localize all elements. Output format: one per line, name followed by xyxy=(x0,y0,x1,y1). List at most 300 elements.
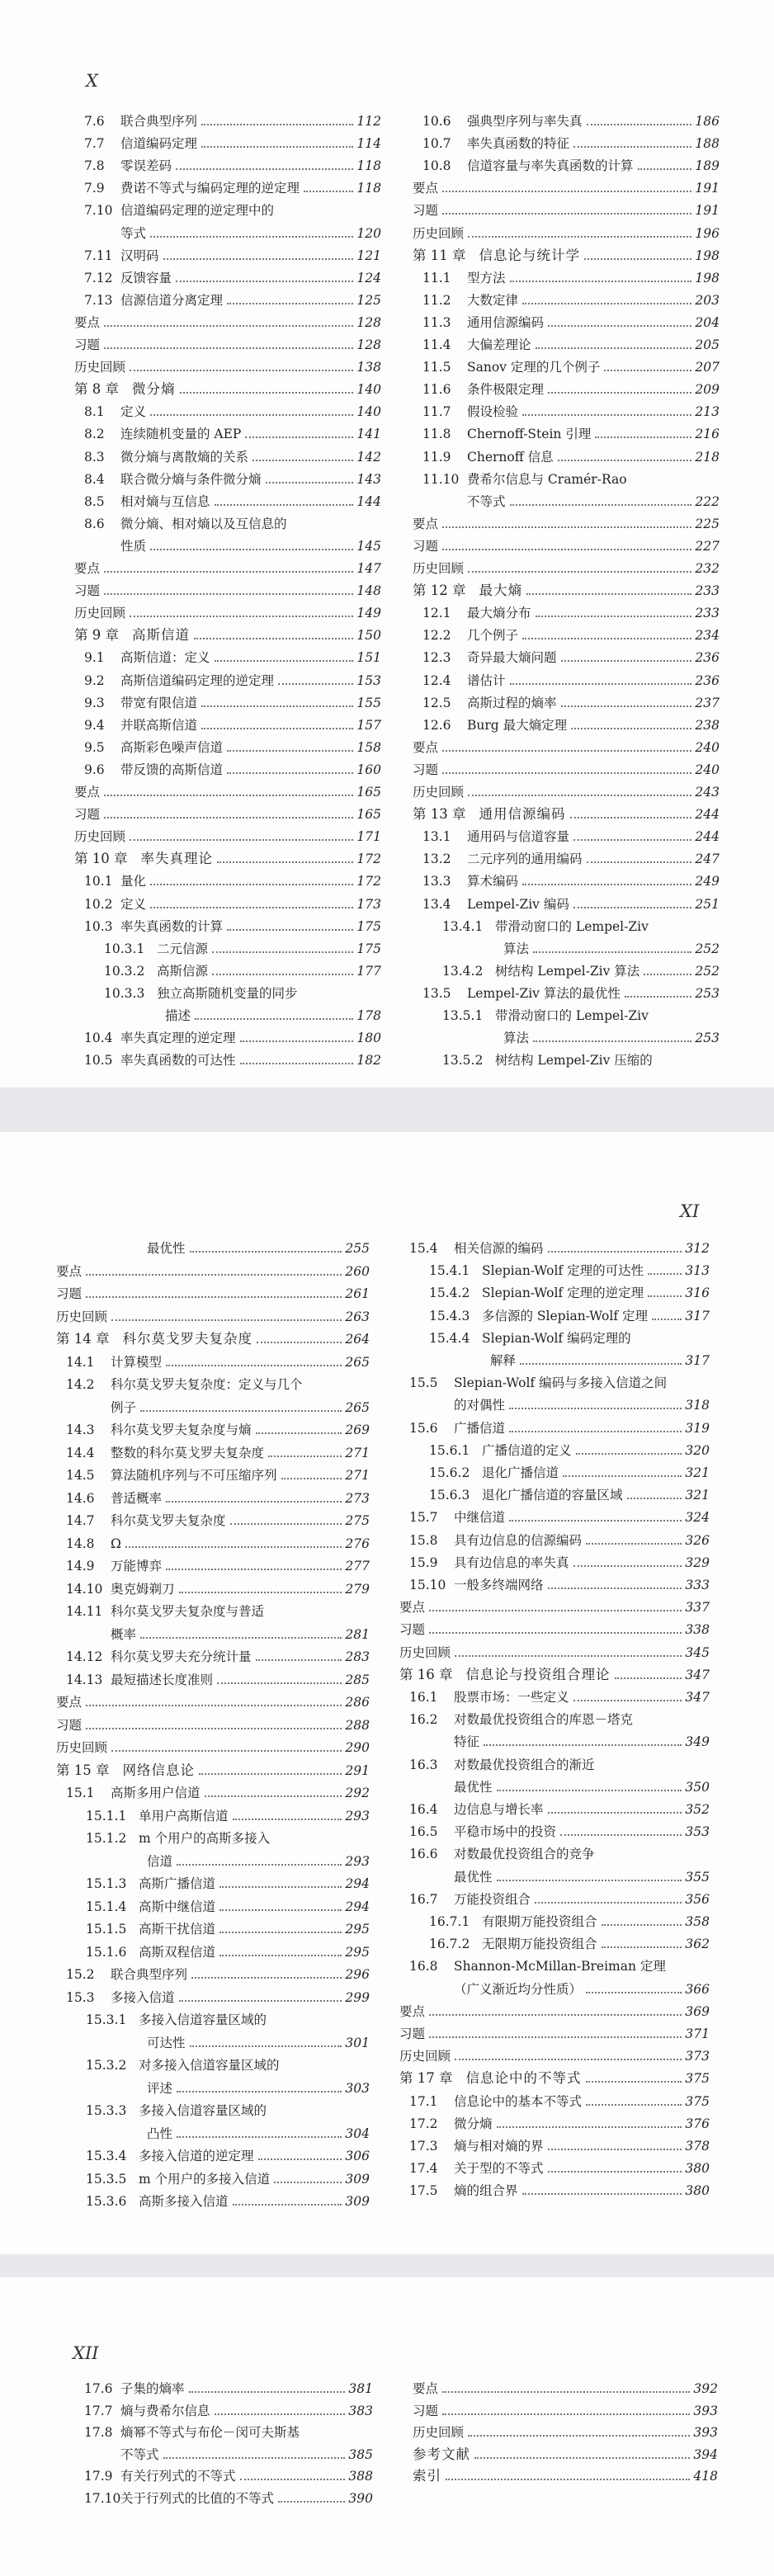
toc-entry-number: 8.1 xyxy=(84,404,105,420)
toc-entry xyxy=(399,1840,710,1861)
toc-entry xyxy=(74,554,381,576)
dot-leader xyxy=(177,2091,342,2092)
toc-entry-title: 要点 xyxy=(399,1600,426,1616)
toc-entry-number: 15.3.5 xyxy=(86,2171,127,2187)
toc-entry-page: 355 xyxy=(685,1869,710,1885)
dot-leader xyxy=(442,750,691,752)
toc-entry xyxy=(56,2097,370,2118)
toc-entry-number: 11.9 xyxy=(422,449,451,465)
toc-entry-number: 14.10 xyxy=(66,1581,103,1597)
toc-entry-title: 信道编码定理的逆定理中的 xyxy=(120,203,275,219)
toc-chapter-entry xyxy=(74,621,381,643)
toc-entry-page: 175 xyxy=(356,941,381,956)
toc-entry xyxy=(74,734,381,755)
toc-entry-title: 多信源的 Slepian-Wolf 定理 xyxy=(482,1308,649,1323)
toc-entry-number: 17.6 xyxy=(84,2381,113,2396)
toc-entry-title: 信源信道分离定理 xyxy=(120,292,224,308)
toc-entry-title: 历史回顾 xyxy=(74,606,126,621)
dot-leader xyxy=(233,1819,342,1820)
toc-entry-page: 286 xyxy=(345,1695,370,1710)
toc-entry-title: 等式 xyxy=(120,225,147,241)
dot-leader xyxy=(104,325,353,327)
toc-entry xyxy=(399,1751,710,1772)
toc-entry xyxy=(399,1952,710,1974)
toc-entry-page: 249 xyxy=(695,874,720,889)
dot-leader xyxy=(205,1795,342,1797)
toc-entry-number: 11.6 xyxy=(422,382,451,398)
toc-entry-number: 12.2 xyxy=(422,628,451,644)
dot-leader xyxy=(526,593,691,595)
toc-entry-title: 习题 xyxy=(399,1622,426,1638)
dot-leader xyxy=(199,1773,342,1775)
toc-entry-title: 相对熵与互信息 xyxy=(120,493,210,509)
toc-entry-page: 177 xyxy=(356,963,381,979)
toc-entry-page: 244 xyxy=(695,829,720,845)
toc-entry-page: 165 xyxy=(356,807,381,823)
toc-entry xyxy=(413,644,720,665)
toc-entry-page: 347 xyxy=(685,1690,710,1705)
dot-leader xyxy=(587,861,691,863)
dot-leader xyxy=(130,839,353,841)
toc-entry xyxy=(56,1416,370,1437)
dot-leader xyxy=(219,1932,342,1933)
toc-entry-title: 要点 xyxy=(413,2381,439,2396)
dot-leader xyxy=(602,1924,682,1926)
toc-entry xyxy=(399,1526,710,1548)
dot-leader xyxy=(266,482,353,484)
toc-entry-number: 17.4 xyxy=(409,2161,438,2177)
toc-entry-page: 326 xyxy=(685,1532,710,1548)
toc-entry xyxy=(413,979,720,1001)
toc-entry xyxy=(56,1734,370,1755)
toc-chapter-entry xyxy=(413,242,720,263)
dot-leader xyxy=(86,1728,342,1729)
toc-entry-title: 通用码与信道容量 xyxy=(467,829,570,845)
toc-entry-title: 习题 xyxy=(56,1286,83,1301)
toc-entry-number: 16.7.2 xyxy=(429,1937,470,1952)
toc-entry-number: 第 14 章 xyxy=(56,1331,110,1347)
dot-leader xyxy=(176,281,353,282)
dot-leader xyxy=(533,1040,691,1042)
toc-entry-page: 276 xyxy=(345,1536,370,1551)
toc-entry xyxy=(74,2397,373,2418)
dot-leader xyxy=(227,750,353,752)
dot-leader xyxy=(212,974,353,975)
toc-entry-title: 要点 xyxy=(74,561,101,576)
toc-entry-number: 14.7 xyxy=(66,1513,95,1528)
dot-leader xyxy=(560,1834,682,1836)
toc-entry-page: 125 xyxy=(356,292,381,308)
toc-entry xyxy=(74,913,381,934)
toc-entry-page: 140 xyxy=(356,382,381,398)
toc-entry xyxy=(413,152,720,173)
toc-entry-number: 16.8 xyxy=(409,1959,438,1974)
toc-entry xyxy=(413,957,720,979)
dot-leader xyxy=(86,1296,342,1298)
dot-leader xyxy=(111,1319,342,1321)
toc-entry xyxy=(74,957,381,979)
dot-leader xyxy=(429,2014,682,2016)
toc-entry-title: 高斯信道 xyxy=(132,627,190,644)
toc-entry xyxy=(56,1938,370,1960)
toc-entry xyxy=(399,1908,710,1929)
toc-entry xyxy=(413,443,720,465)
toc-entry-title: 强典型序列与率失真 xyxy=(467,114,583,129)
toc-entry xyxy=(413,196,720,218)
dot-leader xyxy=(240,1040,353,1042)
toc-entry-page: 237 xyxy=(695,695,720,710)
toc-entry-number: 16.6 xyxy=(409,1847,438,1862)
toc-entry-page: 275 xyxy=(345,1513,370,1528)
dot-leader xyxy=(166,1569,342,1570)
toc-entry xyxy=(74,353,381,375)
dot-leader xyxy=(446,2479,690,2480)
toc-entry xyxy=(413,778,720,800)
toc-entry xyxy=(413,286,720,308)
dot-leader xyxy=(104,571,353,573)
toc-entry-number: 15.2 xyxy=(66,1967,95,1982)
dot-leader xyxy=(227,772,353,774)
toc-entry xyxy=(413,935,720,956)
toc-entry-title: 率失真函数的特征 xyxy=(467,136,570,152)
toc-entry-page: 252 xyxy=(695,941,720,956)
toc-entry-number: 15.6.1 xyxy=(429,1442,470,1458)
toc-entry xyxy=(74,152,381,173)
toc-entry-title: 历史回顾 xyxy=(74,829,126,845)
toc-entry xyxy=(56,1394,370,1415)
toc-entry-title: Ω xyxy=(111,1536,121,1551)
toc-entry-title: 奥克姆剃刀 xyxy=(111,1581,175,1597)
toc-entry-title: 要点 xyxy=(399,2003,426,2019)
toc-entry-number: 14.6 xyxy=(66,1490,95,1506)
toc-entry xyxy=(74,465,381,487)
toc-entry-page: 253 xyxy=(695,1031,720,1046)
toc-entry-page: 128 xyxy=(356,314,381,330)
toc-entry-page: 205 xyxy=(695,337,720,352)
toc-entry xyxy=(413,734,720,755)
toc-entry-title: 特征 xyxy=(454,1734,480,1750)
toc-entry-page: 418 xyxy=(693,2469,718,2484)
page-number: XII xyxy=(73,2343,99,2363)
toc-entry-page: 118 xyxy=(356,181,381,196)
toc-entry-number: 第 13 章 xyxy=(413,806,466,823)
toc-entry-title: 算术编码 xyxy=(467,874,519,889)
page-number: XI xyxy=(680,1201,700,1221)
toc-entry xyxy=(413,2375,718,2396)
toc-entry-title: 最优性 xyxy=(454,1869,493,1885)
toc-entry xyxy=(56,1257,370,1279)
toc-entry-title: 退化广播信道 xyxy=(482,1465,559,1480)
toc-entry-page: 147 xyxy=(356,561,381,576)
dot-leader xyxy=(252,460,353,461)
toc-entry-title: 定义 xyxy=(120,404,147,420)
dot-leader xyxy=(257,1342,342,1343)
toc-entry xyxy=(56,2120,370,2141)
toc-entry-number: 第 10 章 xyxy=(74,851,128,867)
toc-entry-page: 251 xyxy=(695,896,720,912)
toc-entry-number: 12.3 xyxy=(422,650,451,666)
dot-leader xyxy=(573,1700,682,1701)
toc-entry-number: 8.6 xyxy=(84,516,105,531)
toc-entry-page: 158 xyxy=(356,739,381,755)
toc-entry-title: 历史回顾 xyxy=(413,2425,465,2441)
toc-entry-title: 算法 xyxy=(503,941,530,956)
dot-leader xyxy=(548,392,691,394)
toc-entry-title: 关于行列式的比值的不等式 xyxy=(120,2491,275,2506)
toc-entry-page: 261 xyxy=(345,1286,370,1301)
toc-entry-number: 14.1 xyxy=(66,1354,95,1370)
toc-entry xyxy=(56,1643,370,1664)
toc-entry-page: 388 xyxy=(348,2469,373,2484)
toc-entry-title: 算法 xyxy=(503,1031,530,1046)
dot-leader xyxy=(201,124,353,125)
dot-leader xyxy=(104,347,353,349)
toc-entry-page: 378 xyxy=(685,2139,710,2154)
toc-entry-title: 高斯彩色噪声信道 xyxy=(120,739,224,755)
toc-entry-title: 高斯多用户信道 xyxy=(111,1786,201,1800)
toc-entry xyxy=(56,2142,370,2163)
dot-leader xyxy=(484,1744,682,1746)
toc-entry-page: 216 xyxy=(695,427,720,442)
toc-entry-number: 16.7 xyxy=(409,1891,438,1907)
toc-entry xyxy=(399,1302,710,1323)
toc-entry-title: Chernoff 信息 xyxy=(467,449,554,465)
toc-entry-number: 16.3 xyxy=(409,1757,438,1772)
toc-entry-number: 14.11 xyxy=(66,1604,103,1619)
toc-entry xyxy=(399,1414,710,1436)
toc-page-xi xyxy=(0,1132,774,2254)
dot-leader xyxy=(429,2036,682,2038)
toc-entry-title: 连续随机变量的 AEP xyxy=(120,427,242,442)
toc-entry-page: 218 xyxy=(695,449,720,465)
toc-entry-title: 平稳市场中的投资 xyxy=(454,1824,557,1840)
toc-entry-title: 无限期万能投资组合 xyxy=(482,1937,597,1952)
toc-entry-title: 信息论与投资组合理论 xyxy=(465,1666,611,1682)
toc-entry-title: 网络信息论 xyxy=(122,1762,195,1778)
toc-entry-title: 通用信源编码 xyxy=(479,806,566,823)
dot-leader xyxy=(442,772,691,774)
toc-entry xyxy=(56,1371,370,1392)
toc-entry-page: 114 xyxy=(356,136,381,152)
toc-entry-number: 15.4.3 xyxy=(429,1308,470,1323)
toc-entry-page: 318 xyxy=(685,1398,710,1413)
toc-entry-page: 271 xyxy=(345,1468,370,1483)
toc-entry-title: 习题 xyxy=(413,203,439,219)
toc-entry xyxy=(399,1437,710,1458)
page-number: X xyxy=(86,71,98,91)
toc-entry xyxy=(399,1795,710,1817)
toc-entry xyxy=(74,2462,373,2484)
toc-entry-title: （广义渐近均分性质） xyxy=(454,1981,583,1997)
toc-entry-page: 165 xyxy=(356,785,381,800)
toc-entry-page: 265 xyxy=(345,1354,370,1370)
toc-entry-title: 万能投资组合 xyxy=(454,1891,531,1907)
toc-entry-page: 320 xyxy=(685,1442,710,1458)
toc-entry-title: 高斯信道：定义 xyxy=(120,650,210,666)
dot-leader xyxy=(548,2171,682,2173)
toc-entry xyxy=(399,2154,710,2176)
toc-entry xyxy=(74,1024,381,1045)
toc-entry-title: 对数最优投资组合的竞争 xyxy=(454,1847,595,1862)
toc-entry-page: 244 xyxy=(695,807,720,823)
toc-entry-page: 196 xyxy=(695,225,720,241)
dot-leader xyxy=(442,191,691,192)
toc-entry-page: 140 xyxy=(356,404,381,420)
toc-entry-title: 微分熵 xyxy=(132,381,176,398)
toc-entry xyxy=(399,1571,710,1592)
toc-entry-number: 14.9 xyxy=(66,1559,95,1573)
toc-entry-page: 227 xyxy=(695,538,720,554)
toc-entry-title: 大数定律 xyxy=(467,292,519,308)
toc-entry xyxy=(56,1303,370,1324)
toc-entry-page: 171 xyxy=(356,829,381,845)
toc-entry-page: 143 xyxy=(356,471,381,487)
toc-entry-number: 15.5 xyxy=(409,1375,438,1391)
toc-entry-title: 信道编码定理 xyxy=(120,136,198,152)
dot-leader xyxy=(586,1543,682,1545)
toc-entry-number: 17.3 xyxy=(409,2139,438,2154)
toc-entry xyxy=(413,420,720,441)
toc-entry-title: 历史回顾 xyxy=(399,2049,451,2064)
toc-entry-page: 371 xyxy=(685,2026,710,2041)
toc-entry-number: 15.10 xyxy=(409,1578,446,1592)
toc-entry-title: 高斯信源 xyxy=(157,963,209,979)
dot-leader xyxy=(256,1659,342,1661)
toc-entry-number: 12.5 xyxy=(422,695,451,710)
toc-entry-page: 260 xyxy=(345,1263,370,1279)
dot-leader xyxy=(536,347,691,349)
toc-entry xyxy=(56,1824,370,1846)
dot-leader xyxy=(522,303,691,304)
toc-entry-number: 第 8 章 xyxy=(74,381,119,398)
dot-leader xyxy=(510,281,691,282)
dot-leader xyxy=(576,1453,682,1455)
toc-entry-title: 多接入信道容量区域的 xyxy=(139,2103,267,2118)
toc-entry xyxy=(56,1234,370,1256)
toc-entry xyxy=(399,1459,710,1480)
toc-entry-number: 16.5 xyxy=(409,1824,438,1840)
toc-entry xyxy=(413,667,720,688)
toc-entry xyxy=(56,1960,370,1982)
dot-leader xyxy=(130,370,353,371)
toc-entry-page: 273 xyxy=(345,1490,370,1506)
toc-entry-number: 8.4 xyxy=(84,471,105,487)
toc-entry xyxy=(74,174,381,196)
toc-entry-title: 习题 xyxy=(413,538,439,554)
toc-entry-page: 317 xyxy=(685,1353,710,1368)
toc-entry-title: 通用信源编码 xyxy=(467,314,545,330)
dot-leader xyxy=(602,1946,682,1948)
toc-entry-number: 16.7.1 xyxy=(429,1914,470,1929)
toc-entry-number: 7.8 xyxy=(84,158,105,174)
toc-entry-number: 8.5 xyxy=(84,493,105,509)
toc-entry-title: 并联高斯信道 xyxy=(120,717,198,733)
toc-entry xyxy=(399,1930,710,1951)
toc-entry xyxy=(399,2177,710,2198)
toc-entry-title: 普适概率 xyxy=(111,1490,163,1506)
dot-leader xyxy=(573,907,691,908)
dot-leader xyxy=(86,1274,342,1276)
dot-leader xyxy=(140,1637,342,1639)
toc-entry-title: 整数的科尔莫戈罗夫复杂度 xyxy=(111,1445,265,1460)
toc-entry-number: 14.12 xyxy=(66,1649,103,1664)
dot-leader xyxy=(497,2126,682,2128)
toc-entry-number: 9.5 xyxy=(84,739,105,755)
toc-entry xyxy=(56,1439,370,1460)
toc-entry xyxy=(56,2051,370,2073)
toc-entry-number: 15.4.1 xyxy=(429,1263,470,1279)
toc-entry xyxy=(399,1683,710,1705)
toc-entry-page: 345 xyxy=(685,1644,710,1660)
dot-leader xyxy=(217,861,353,863)
toc-entry-page: 207 xyxy=(695,360,720,375)
toc-entry-title: 有关行列式的不等式 xyxy=(120,2469,236,2484)
dot-leader xyxy=(240,2479,345,2480)
toc-entry-number: 15.3.6 xyxy=(86,2194,127,2209)
toc-entry-number: 11.7 xyxy=(422,404,451,420)
toc-entry-title: 概率 xyxy=(111,1626,137,1642)
dot-leader xyxy=(468,571,691,573)
toc-entry-number: 15.1.3 xyxy=(86,1876,127,1891)
toc-entry-page: 285 xyxy=(345,1672,370,1687)
toc-chapter-entry xyxy=(413,800,720,822)
toc-entry-title: 高斯信道编码定理的逆定理 xyxy=(120,672,275,688)
dot-leader xyxy=(304,191,353,192)
toc-entry xyxy=(56,1530,370,1551)
toc-entry-title: 带宽有限信道 xyxy=(120,695,198,710)
toc-entry xyxy=(56,2029,370,2050)
toc-entry-number: 16.4 xyxy=(409,1802,438,1817)
dot-leader xyxy=(497,1790,682,1791)
toc-entry-title: 科尔莫戈罗夫复杂度 xyxy=(122,1331,252,1347)
toc-entry xyxy=(413,823,720,844)
toc-chapter-entry xyxy=(56,1325,370,1347)
toc-entry-title: 带反馈的高斯信道 xyxy=(120,762,224,777)
toc-entry xyxy=(74,2375,373,2396)
toc-entry-number: 13.5.2 xyxy=(442,1053,484,1069)
dot-leader xyxy=(130,616,353,617)
toc-entry xyxy=(399,2132,710,2154)
toc-entry-title: 有限期万能投资组合 xyxy=(482,1914,597,1929)
toc-entry-page: 233 xyxy=(695,606,720,621)
toc-entry xyxy=(413,1002,720,1023)
toc-entry-title: 习题 xyxy=(74,337,101,352)
dot-leader xyxy=(215,660,353,662)
toc-entry-title: 联合典型序列 xyxy=(111,1967,188,1982)
toc-entry-title: 带滑动窗口的 Lempel-Ziv xyxy=(495,918,649,934)
toc-entry-page: 317 xyxy=(685,1308,710,1323)
toc-entry-page: 155 xyxy=(356,695,381,710)
toc-entry-title: 高斯中继信道 xyxy=(139,1899,216,1914)
toc-entry-page: 301 xyxy=(345,2035,370,2050)
dot-leader xyxy=(176,168,353,170)
toc-entry-title: 习题 xyxy=(413,762,439,777)
toc-chapter-entry xyxy=(413,2441,718,2462)
dot-leader xyxy=(191,1977,342,1979)
toc-entry-title: 率失真理论 xyxy=(140,851,213,867)
toc-entry-title: 率失真定理的逆定理 xyxy=(120,1031,236,1046)
toc-entry-number: 14.5 xyxy=(66,1468,95,1483)
toc-entry-title: 要点 xyxy=(74,785,101,800)
toc-entry-page: 392 xyxy=(693,2381,718,2396)
toc-entry xyxy=(56,1666,370,1687)
toc-entry-page: 182 xyxy=(356,1053,381,1069)
dot-leader xyxy=(615,1677,682,1679)
toc-entry-title: 索引 xyxy=(413,2468,441,2484)
toc-entry xyxy=(399,1706,710,1727)
toc-entry-title: m 个用户的高斯多接入 xyxy=(139,1831,271,1846)
toc-entry-page: 293 xyxy=(345,1853,370,1869)
